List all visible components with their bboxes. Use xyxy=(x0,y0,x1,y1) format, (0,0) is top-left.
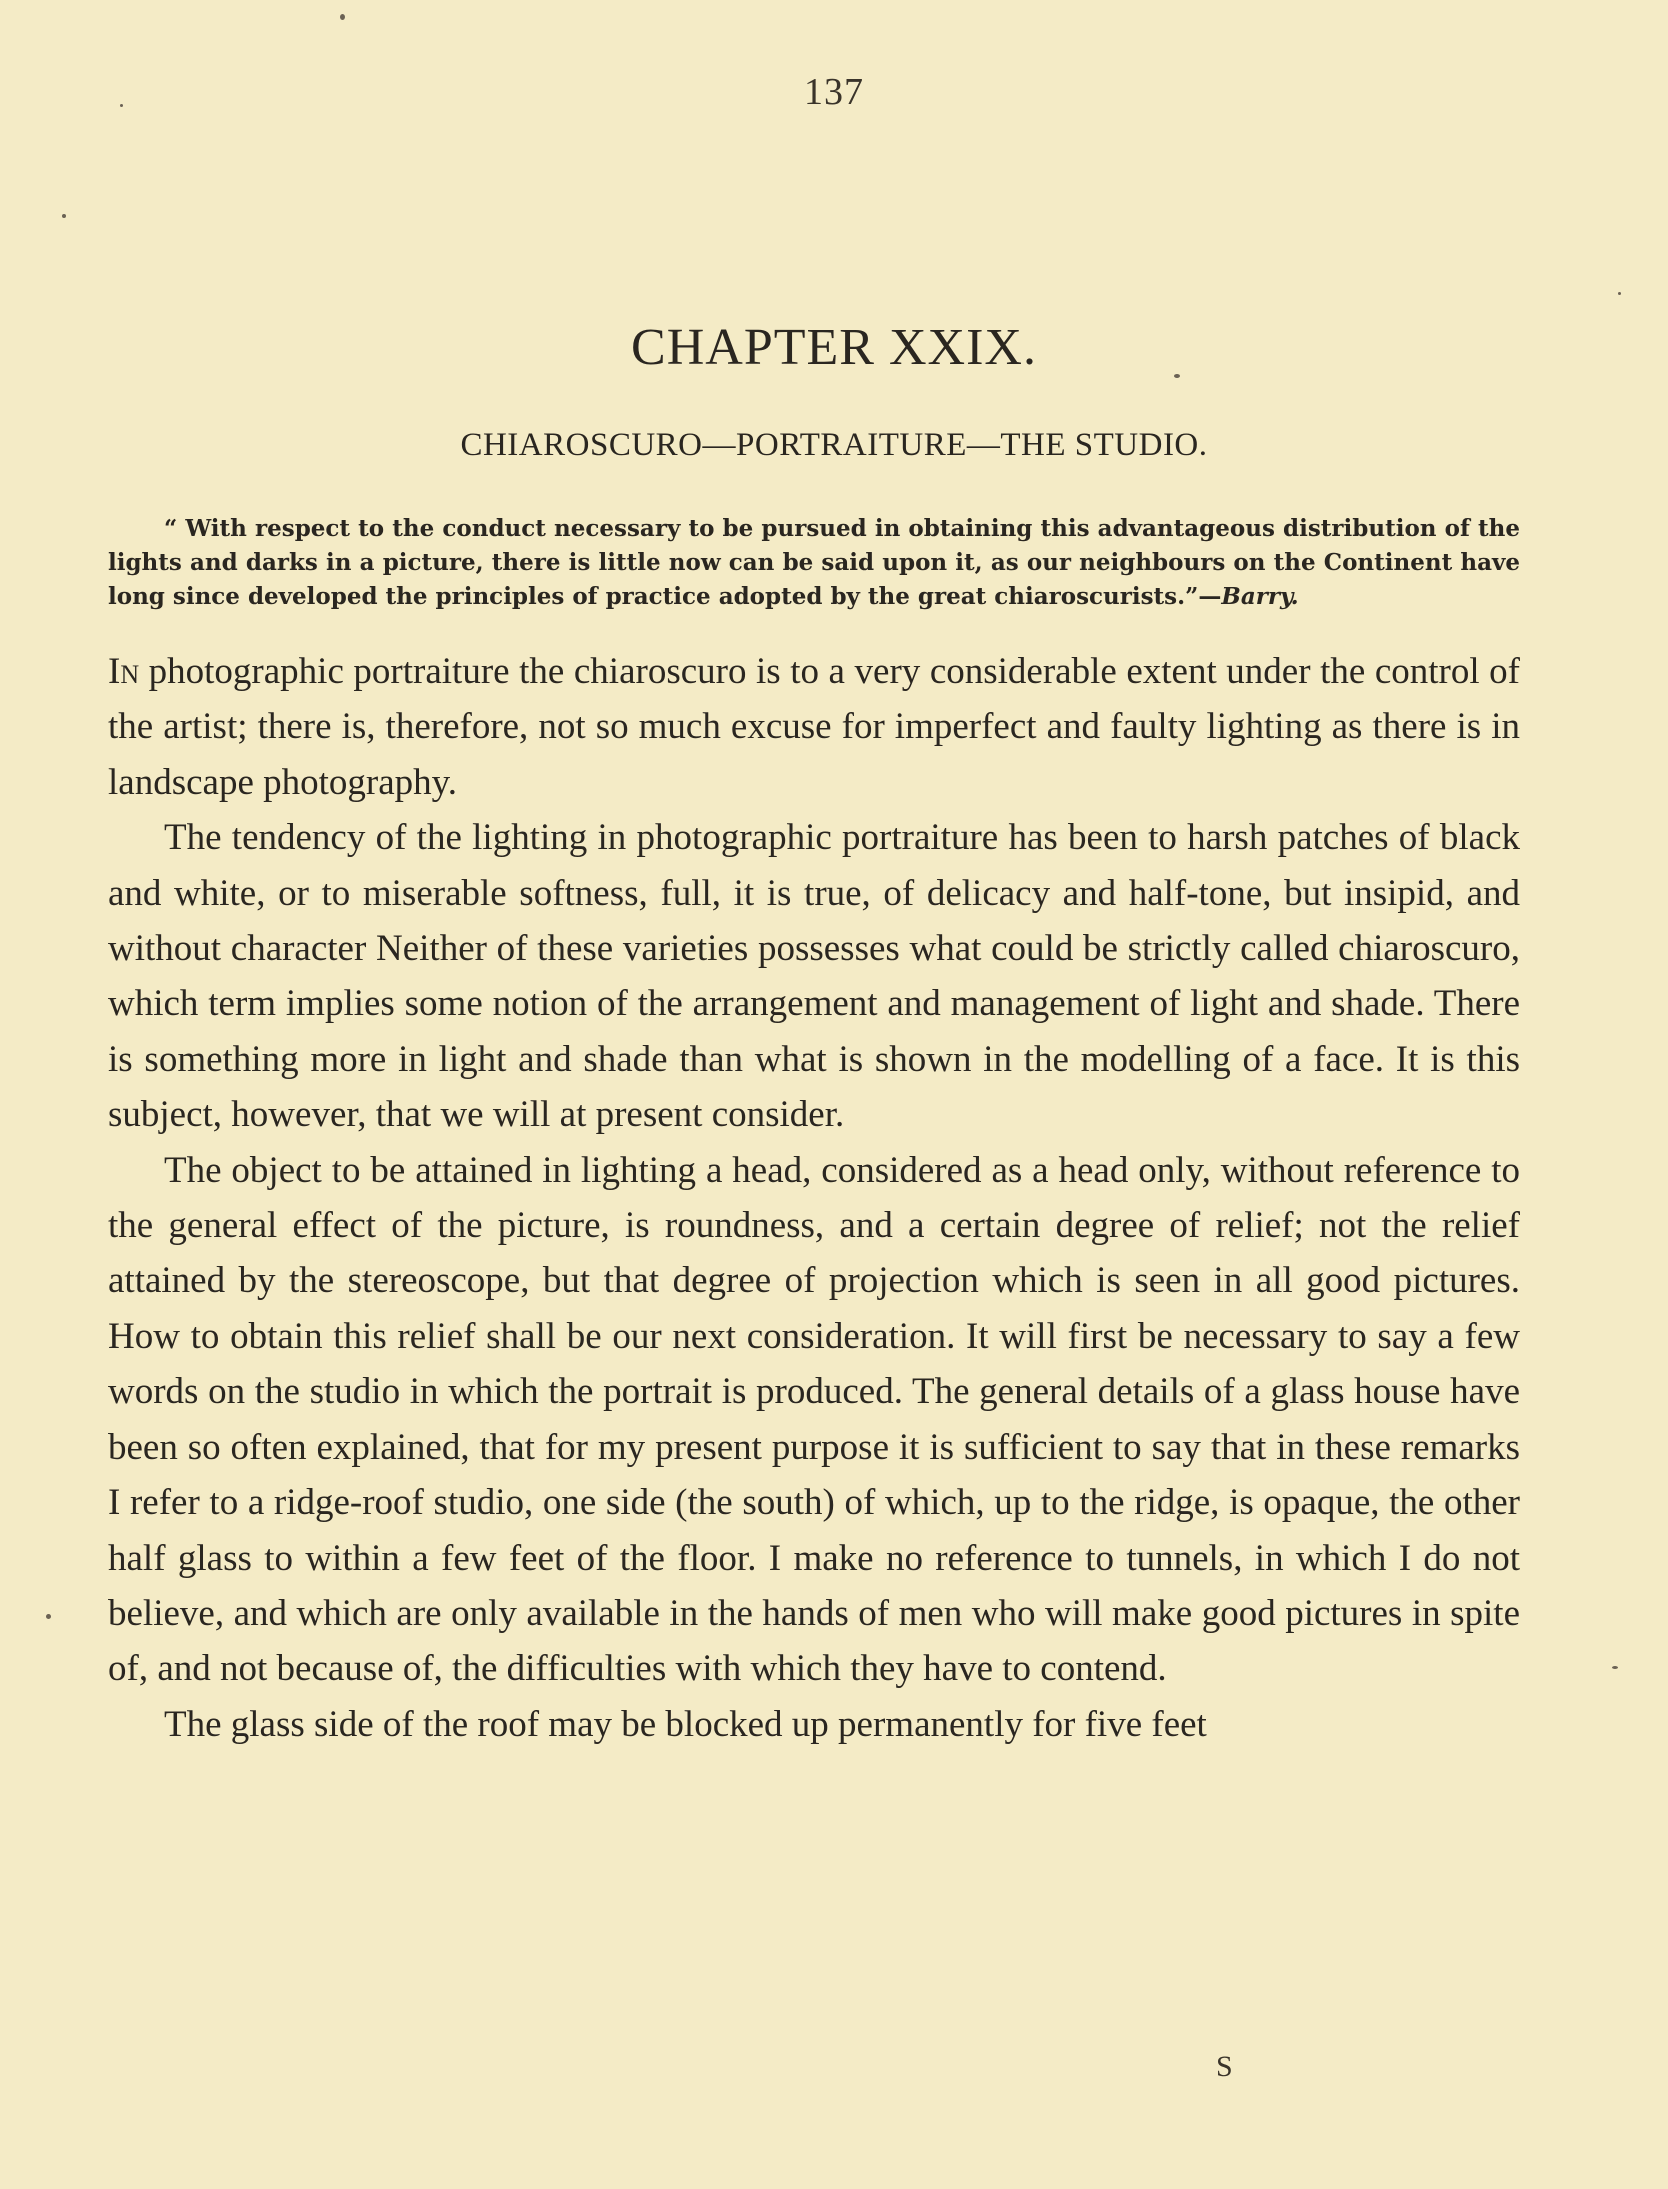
dropcap-word: In xyxy=(108,651,140,692)
paper-speck xyxy=(1174,374,1180,378)
epigraph-quote: “ With respect to the conduct necessary to be pursued in obtaining this advantageous distribution of the lights and darks in a picture, there is little now can be said upon it, as our neighbours on the Continent have long since developed the principles of practice adopted by the great chiaroscurists.”— xyxy=(108,515,1520,610)
paragraph: The tendency of the lighting in photographic portraiture has been to harsh patches of black and white, or to miserable softness, full, it is true, of delicacy and half-tone, but insipid, and without character Neither of these varieties possesses what could be strictly called chiaroscuro, which term implies some notion of the arrangement and management of light and shade. There is something more in light and shade than what is shown in the modelling of a face. It is this subject, however, that we will at present consider. xyxy=(108,817,1520,1136)
paper-speck xyxy=(46,1614,51,1619)
paper-speck xyxy=(1612,1666,1618,1669)
chapter-title: CHAPTER XXIX. xyxy=(631,319,1037,376)
page-number: 137 xyxy=(804,71,864,113)
paragraph xyxy=(108,644,1520,810)
paper-speck xyxy=(1618,292,1621,295)
paragraph: The object to be attained in lighting a head, considered as a head only, without reference to the general effect of the picture, is roundness, and a certain degree of relief; not the relief attained by the stereoscope, but that degree of projection which is seen in all good pictures. How to obtain this relief shall be our next consideration. It will first be necessary to say a few words on the studio in which the portrait is produced. The general details of a glass house have been so often explained, that for my present purpose it is sufficient to say that in these remarks I refer to a ridge-roof studio, one side (the south) of which, up to the ridge, is opaque, the other half glass to within a few feet of the floor. I make no reference to tunnels, in which I do not believe, and which are only available in the hands of men who will make good pictures in spite of, and not because of, the difficulties with which they have to contend. xyxy=(108,1149,1520,1690)
paragraph: The glass side of the roof may be blocked up permanently for five feet xyxy=(164,1703,1207,1745)
paper-speck xyxy=(120,104,123,107)
paper-speck xyxy=(340,14,345,20)
paragraph-text: photographic portraiture the chiaroscuro is to a very considerable extent under the control of the artist; there is, therefore, not so much excuse for imperfect and faulty lighting as there is in landscape photography. xyxy=(108,651,1520,803)
body-text xyxy=(108,644,1520,1752)
chapter-subtitle: CHIAROSCURO—PORTRAITURE—THE STUDIO. xyxy=(460,427,1208,463)
epigraph-paragraph xyxy=(108,512,1520,614)
epigraph-attribution: Barry. xyxy=(1221,583,1299,610)
paper-speck xyxy=(62,214,66,218)
signature-mark: S xyxy=(1216,2050,1233,2083)
epigraph xyxy=(108,512,1520,614)
